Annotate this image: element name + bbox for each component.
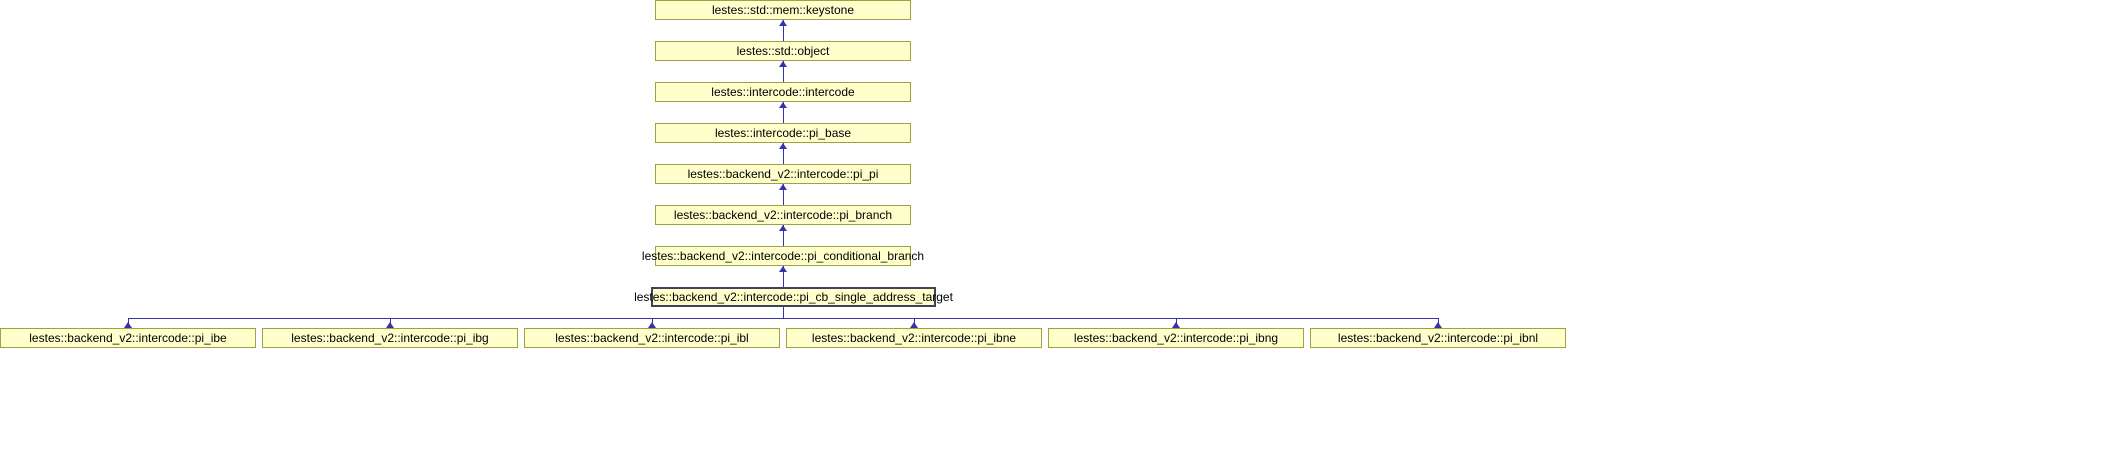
class-node-object[interactable]	[655, 41, 911, 61]
class-node-pi-ibg[interactable]	[262, 328, 518, 348]
class-node-label: lestes::std::object	[736, 44, 830, 58]
class-node-label: lestes::backend_v2::intercode::pi_pi	[687, 167, 879, 181]
class-node-pi-ibne[interactable]	[786, 328, 1042, 348]
edge-fanout-stem	[783, 307, 784, 318]
arrow-keystone-object	[779, 20, 787, 26]
arrow-pipi-pibranch	[779, 184, 787, 190]
class-node-label: lestes::backend_v2::intercode::pi_ibe	[29, 331, 227, 345]
class-node-pi-base[interactable]	[655, 123, 911, 143]
class-node-pi-ibe[interactable]	[0, 328, 256, 348]
arrow-object-intercode	[779, 61, 787, 67]
edge-fanout-bus	[128, 318, 1439, 319]
class-node-intercode[interactable]	[655, 82, 911, 102]
class-node-keystone[interactable]	[655, 0, 911, 20]
class-node-label: lestes::intercode::pi_base	[714, 126, 852, 140]
class-node-label: lestes::intercode::intercode	[711, 85, 855, 99]
class-node-label: lestes::backend_v2::intercode::pi_branch	[673, 208, 893, 222]
class-node-label: lestes::backend_v2::intercode::pi_ibl	[555, 331, 749, 345]
class-node-pi-cb-single-address-target[interactable]	[634, 287, 953, 307]
class-node-pi-ibnl[interactable]	[1310, 328, 1566, 348]
class-node-label: lestes::backend_v2::intercode::pi_ibne	[811, 331, 1017, 345]
arrow-pibranch-picondbranch	[779, 225, 787, 231]
class-node-label: lestes::backend_v2::intercode::pi_ibng	[1073, 331, 1279, 345]
class-node-pi-conditional-branch[interactable]	[641, 246, 925, 266]
class-node-label: lestes::backend_v2::intercode::pi_ibg	[291, 331, 489, 345]
class-node-pi-ibl[interactable]	[524, 328, 780, 348]
arrow-picondbranch-picbsat	[779, 266, 787, 272]
class-node-label: lestes::std::mem::keystone	[711, 3, 855, 17]
class-node-label: lestes::backend_v2::intercode::pi_conditional_branch	[641, 249, 925, 263]
class-node-pi-pi[interactable]	[655, 164, 911, 184]
class-node-pi-ibng[interactable]	[1048, 328, 1304, 348]
arrow-intercode-pibase	[779, 102, 787, 108]
class-node-label: lestes::backend_v2::intercode::pi_cb_single_address_target	[634, 290, 953, 304]
class-node-pi-branch[interactable]	[655, 205, 911, 225]
class-node-label: lestes::backend_v2::intercode::pi_ibnl	[1337, 331, 1539, 345]
arrow-pibase-pipi	[779, 143, 787, 149]
